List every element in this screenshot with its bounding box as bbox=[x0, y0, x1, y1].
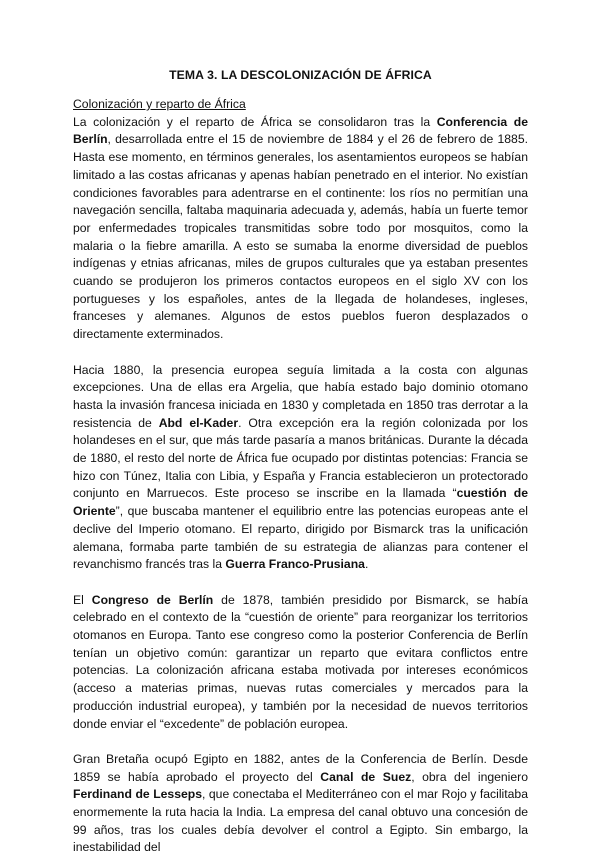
p3-text-2: de 1878, también presidido por Bismarck, se había celebrado en el contexto de la “cuestión de oriente” para reorganizar los territorios otomanos en Europa. Tanto ese congreso como la posterior Conferencia de Berlín tenían un objetivo común: garantizar un reparto que evitara conflictos entre potencias. La colonización africana estaba motivada por intereses económicos (acceso a materias primas, nuevas rutas comerciales y mercados para la producción industrial europea), y también por la necesidad de nuevos territorios donde enviar el “excedente” de población europea. bbox=[73, 592, 528, 731]
paragraph-3 bbox=[73, 592, 528, 734]
p4-text-2: , obra del ingeniero bbox=[411, 769, 529, 784]
p4-text-1: Gran Bretaña ocupó Egipto en 1882, antes de la Conferencia de Berlín. Desde 1859 se había aprobado el proyecto del bbox=[73, 751, 528, 784]
p3-bold-1: Congreso de Berlín bbox=[91, 592, 214, 607]
p2-text-2: . Otra excepción era la región colonizada por los holandeses en el sur, que más tarde pasaría a manos británicas. Durante la década de 1880, el resto del norte de África fue ocupado por distintas potencias: Francia se hizo con Túnez, Italia con Libia, y España y Francia establecieron un protectorado conjunto en Marruecos. Este proceso se inscribe en la llamada “ bbox=[73, 415, 528, 501]
p2-text-3: ”, que buscaba mantener el equilibrio entre las potencias europeas ante el declive del Imperio otomano. El reparto, dirigido por Bismarck tras la unificación alemana, formaba parte también de su estrategia de alianzas para contener el revanchismo francés tras la bbox=[73, 504, 528, 572]
p4-bold-1: Canal de Suez bbox=[320, 769, 412, 784]
p4-bold-2: Ferdinand de Lesseps bbox=[73, 787, 202, 802]
p3-text-1: El bbox=[73, 592, 92, 607]
paragraph-1 bbox=[73, 114, 528, 344]
p4-text-3: , que conectaba el Mediterráneo con el mar Rojo y facilitaba enormemente la ruta hacia la India. La empresa del canal obtuvo una concesión de 99 años, tras los cuales debía devolver el control a Egipto. Sin embargo, la inestabilidad del bbox=[73, 787, 528, 855]
paragraph-4 bbox=[73, 751, 528, 857]
p2-text-1: Hacia 1880, la presencia europea seguía limitada a la costa con algunas excepciones. Una de ellas era Argelia, que había estado bajo dominio otomano hasta la invasión francesa iniciada en 1830 y completada en 1850 tras derrotar a la resistencia de bbox=[73, 362, 528, 430]
p1-text-2: , desarrollada entre el 15 de noviembre de 1884 y el 26 de febrero de 1885. Hasta ese momento, en términos generales, los asentamientos europeos se habían limitado a las costas africanas y apenas habían penetrado en el interior. No existían condiciones favorables para adentrarse en el continente: los ríos no permitían una navegación sencilla, faltaba maquinaria adecuada y, además, había un fuerte temor por enfermedades tropicales transmitidas sobre todo por mosquitos, como la malaria o la fiebre amarilla. A esto se sumaba la enorme diversidad de pueblos indígenas y etnias africanas, miles de grupos culturales que ya estaban presentes cuando se produjeron los primeros contactos europeos en el siglo XV con los portugueses y los españoles, antes de la llegada de holandeses, ingleses, franceses y alemanes. Algunos de estos pueblos fueron desplazados o directamente exterminados. bbox=[73, 132, 528, 342]
p2-bold-1: Abd el-Kader bbox=[158, 415, 239, 430]
section-subtitle: Colonización y reparto de África bbox=[73, 97, 246, 111]
p2-bold-3: Guerra Franco-Prusiana bbox=[225, 557, 365, 572]
p1-text-1: La colonización y el reparto de África se consolidaron tras la bbox=[73, 114, 437, 129]
p2-bold-2: cuestión de Oriente bbox=[73, 486, 528, 519]
p2-text-4: . bbox=[364, 557, 369, 572]
paragraph-2 bbox=[73, 362, 528, 574]
document-title: TEMA 3. LA DESCOLONIZACIÓN DE ÁFRICA bbox=[169, 68, 432, 82]
p1-bold-1: Conferencia de Berlín bbox=[73, 114, 528, 147]
